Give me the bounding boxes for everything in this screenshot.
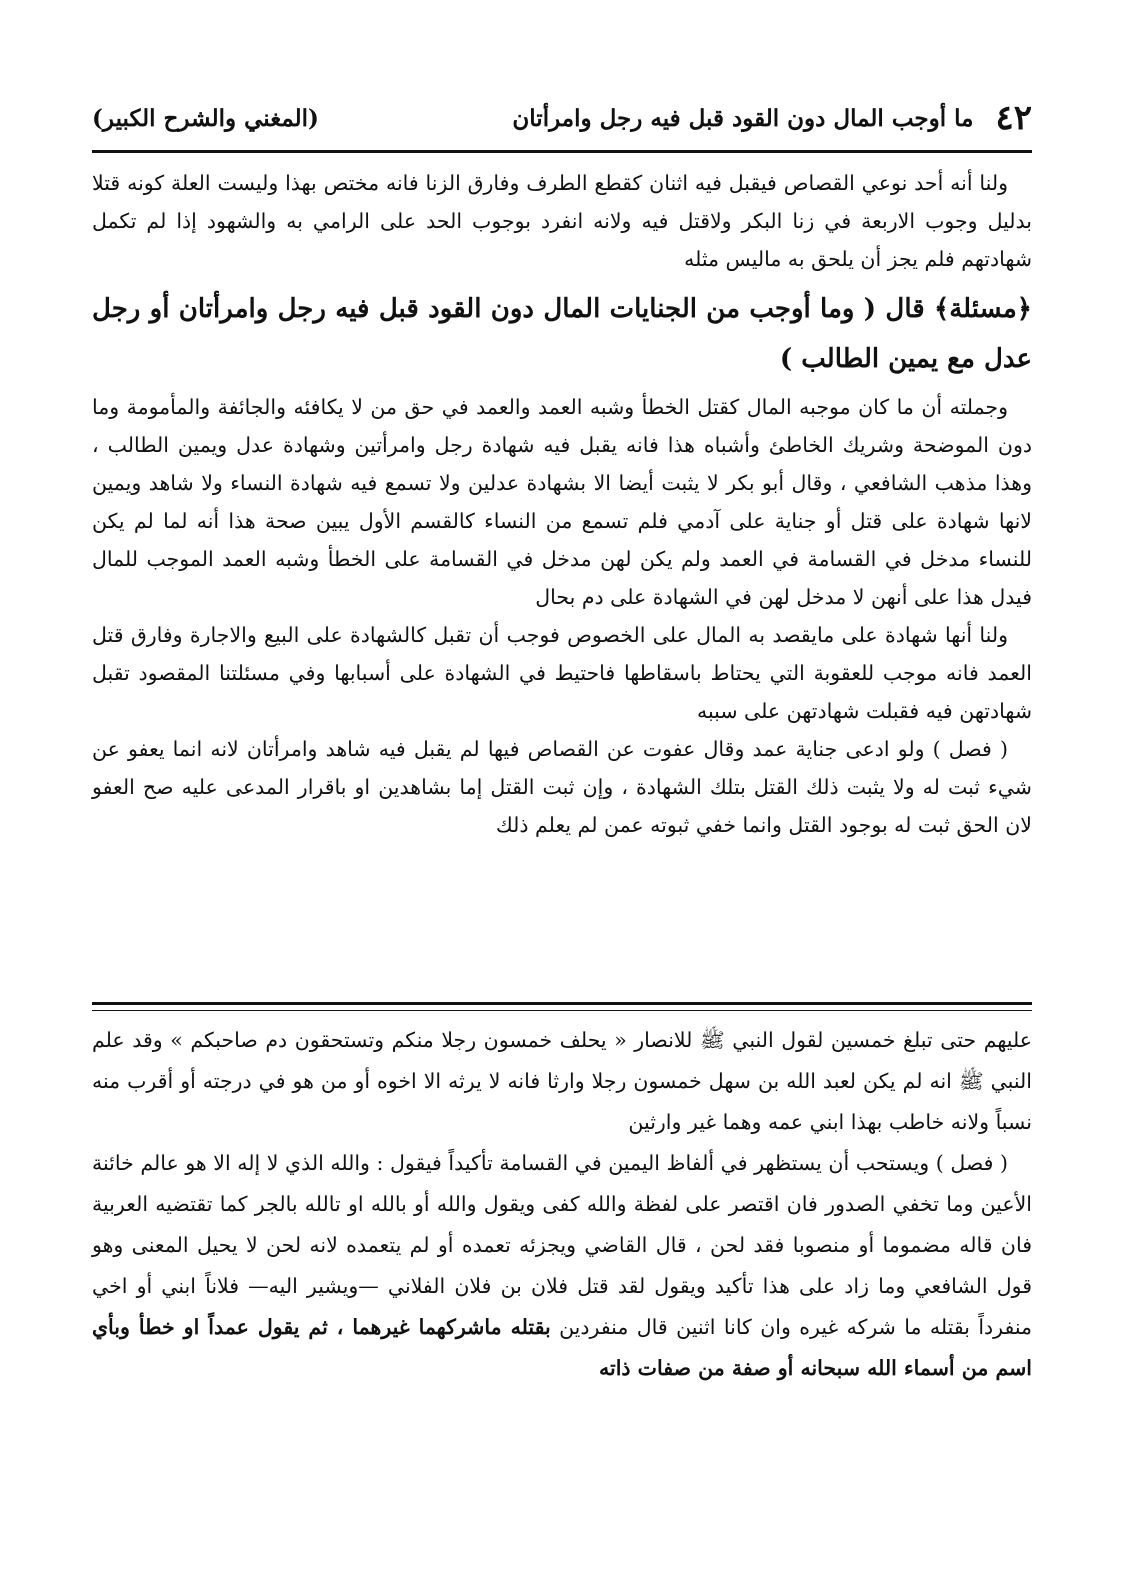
paragraph-2: وجملته أن ما كان موجبه المال كقتل الخطأ وشبه العمد والعمد في حق من لا يكافئه والجائفة والمأمومة وما دون الموضحة وشريك الخاطئ وأشباه هذا فانه يقبل فيه شهادة رجل وامرأتين وشهادة عدل ويمين الطالب ، وهذا مذهب الشافعي ، وقال أبو بكر لا يثبت أيضا الا بشهادة عدلين ولا تسمع فيه شهادة النساء ولا شاهد ويمين لانها شهادة على قتل أو جناية على آدمي فلم تسمع من النساء كالقسم الأول يبين صحة هذا أنه لما لم يكن للنساء مدخل في القسامة في العمد ولم يكن لهن مدخل في القسامة على الخطأ وشبه العمد الموجب للمال فيدل هذا على أنهن لا مدخل لهن في الشهادة على دم بحال: [92, 395, 1032, 609]
header-rule: [92, 150, 1032, 153]
footnotes: [92, 1020, 1032, 1389]
footnote-paragraph-2: [92, 1143, 1032, 1389]
main-text: [92, 164, 1032, 844]
page-header: [92, 96, 1032, 140]
masala-heading: ﴿مسئلة﴾ قال ( وما أوجب من الجنايات المال دون القود قبل فيه رجل وامرأتان أو رجل عدل مع يمين الطالب ): [92, 294, 1032, 374]
running-title: ما أوجب المال دون القود قبل فيه رجل وامرأتان: [512, 104, 974, 132]
footnote-paragraph-2-text: ( فصل ) ويستحب أن يستظهر في ألفاظ اليمين في القسامة تأكيداً فيقول : والله الذي لا إله الا هو عالم خائنة الأعين وما تخفي الصدور فان اقتصر على لفظة والله كفى ويقول والله أو بالله او تالله بالجر كما تقتضيه العربية فان قاله مضموما أو منصوبا فقد لحن ، قال القاضي ويجزئه تعمده أو لم يتعمده لانه لحن لا يحيل المعنى وهو قول الشافعي وما زاد على هذا تأكيد ويقول لقد قتل فلان بن فلان الفلاني —ويشير اليه— فلاناً ابني أو اخي منفرداً بقتله ما شركه غيره وان كانا اثنين قال منفردين: [92, 1151, 1032, 1339]
footnote-divider: [92, 1002, 1032, 1011]
book-title: (المغني والشرح الكبير): [92, 104, 319, 132]
footnote-paragraph-1: عليهم حتى تبلغ خمسين لقول النبي ﷺ للانصار « يحلف خمسون رجلا منكم وتستحقون دم صاحبكم » وقد علم النبي ﷺ انه لم يكن لعبد الله بن سهل خمسون رجلا وارثا فانه لا يرثه الا اخوه أو من هو في درجته أو أقرب منه نسباً ولانه خاطب بهذا ابني عمه وهما غير وارثين: [92, 1028, 1032, 1134]
paragraph-3: ولنا أنها شهادة على مايقصد به المال على الخصوص فوجب أن تقبل كالشهادة على البيع والاجارة وفارق قتل العمد فانه موجب للعقوبة التي يحتاط باسقاطها فاحتيط في الشهادة على أسبابها وفي مسئلتنا المقصود تقبل شهادتهن فيه فقبلت شهادتهن على سببه: [92, 623, 1032, 723]
paragraph-1: ولنا أنه أحد نوعي القصاص فيقبل فيه اثنان كقطع الطرف وفارق الزنا فانه مختص بهذا وليست العلة كونه قتلا بدليل وجوب الاربعة في زنا البكر ولاقتل فيه ولانه انفرد بوجوب الحد على الرامي به والشهود إذا لم تكمل شهادتهم فلم يجز أن يلحق به ماليس مثله: [92, 171, 1032, 271]
paragraph-4: ( فصل ) ولو ادعى جناية عمد وقال عفوت عن القصاص فيها لم يقبل فيه شاهد وامرأتان لانه انما يعفو عن شيء ثبت له ولا يثبت ذلك القتل بتلك الشهادة ، وإن ثبت القتل إما بشاهدين او باقرار المدعى عليه صح العفو لان الحق ثبت له بوجود القتل وانما خفي ثبوته عمن لم يعلم ذلك: [92, 737, 1032, 837]
footnote-paragraph-2-tail: بقتله ماشركهما غيرهما ، ثم يقول عمداً او خطأ وبأي اسم من أسماء الله سبحانه أو صفة من صفات ذاته: [92, 1315, 1032, 1380]
page-number: ٤٢: [995, 98, 1032, 138]
